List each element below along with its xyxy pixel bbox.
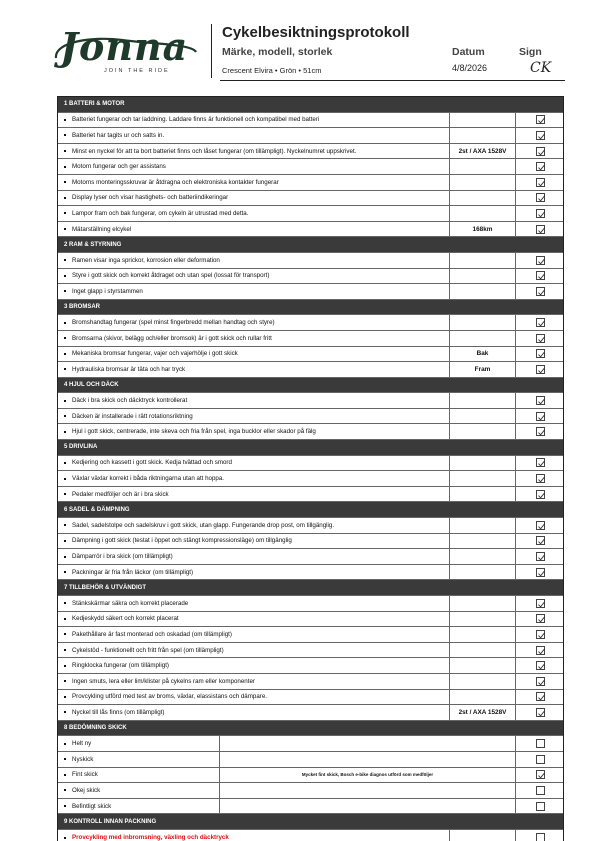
bullet-icon [64,618,66,620]
item-checkbox[interactable] [536,287,545,296]
item-label: Provcykling med inbromsning, växling och däcktryck [72,834,229,841]
item-label: Nyckel till lås finns (om tillämpligt) [72,708,165,716]
checklist-row [58,331,563,347]
header-rule [220,80,565,81]
checklist-row [58,191,563,207]
checkbox-cell [516,627,565,642]
checklist-item-text [58,690,450,705]
item-checkbox[interactable] [536,536,545,545]
item-checkbox[interactable] [536,427,545,436]
checklist-item-text [58,331,450,346]
item-note-field[interactable] [450,549,516,564]
item-checkbox[interactable] [536,770,545,779]
checklist-item-text [58,253,450,268]
document-header [0,0,595,90]
section-header: 3 BROMSAR [58,300,563,316]
model-value: Crescent Elvira • Grön • 51cm [222,66,322,75]
checkbox-cell [516,175,565,190]
item-note-field[interactable] [220,799,516,814]
item-label: Styre i gott skick och korrekt åtdraget och utan spel (lossat för transport) [72,272,270,280]
bullet-icon [64,805,66,807]
item-label: Okej skick [72,786,101,794]
item-note-field[interactable] [450,565,516,580]
bullet-icon [64,556,66,558]
checklist-row [58,362,563,378]
checkbox-cell [516,456,565,471]
item-note-field[interactable] [450,456,516,471]
checkbox-cell [516,113,565,128]
bullet-icon [64,228,66,230]
bullet-icon [64,212,66,214]
item-note-field[interactable] [450,487,516,502]
item-label: Hjul i gott skick, centrerade, inte skeva och fria från spel, inga bucklor eller skador på fälg [72,428,316,436]
checklist-item-text [58,612,450,627]
checklist-row [58,799,563,815]
brand-name: Jonna [60,24,189,69]
item-label: Mätarställning elcykel [72,225,132,233]
checkbox-cell [516,643,565,658]
checkbox-cell [516,159,565,174]
checklist-item-text [58,409,450,424]
checklist-item-text [58,643,450,658]
item-checkbox[interactable] [536,739,545,748]
item-checkbox[interactable] [536,349,545,358]
checklist-item-text [58,752,220,767]
item-checkbox[interactable] [536,490,545,499]
checkbox-cell [516,752,565,767]
bullet-icon [64,743,66,745]
bullet-icon [64,290,66,292]
checklist-row [58,175,563,191]
checkbox-cell [516,362,565,377]
item-note-field[interactable] [450,269,516,284]
checklist-row [58,752,563,768]
bullet-icon [64,462,66,464]
bullet-icon [64,275,66,277]
item-checkbox[interactable] [536,193,545,202]
checklist-item-text [58,705,450,720]
item-checkbox[interactable] [536,412,545,421]
item-label: Provcykling utförd med test av broms, växlar, elassistans och dämpare. [72,693,267,701]
checklist-item-text [58,471,450,486]
item-label: Lampor fram och bak fungerar, om cykeln är utrustad med detta. [72,209,249,217]
item-label: Däcken är installerade i rätt rotationsriktning [72,412,193,420]
checklist-item-text [58,222,450,237]
checkbox-cell [516,191,565,206]
section-header: 7 TILLBEHÖR & UTVÄNDIGT [58,580,563,596]
item-checkbox[interactable] [536,334,545,343]
header-divider [211,24,212,78]
date-value: 4/8/2026 [452,63,488,73]
item-label: Dämpning i gott skick (testat i öppet och stängt kompressionsläge) om tillgänglig [72,537,292,545]
item-note-field[interactable]: 168km [450,222,516,237]
signature: CK [530,60,552,76]
checklist-row [58,783,563,799]
bullet-icon [64,415,66,417]
checklist-item-text [58,393,450,408]
checkbox-cell [516,206,565,221]
checklist-item-text [58,487,450,502]
item-label: Nyskick [72,755,94,763]
bullet-icon [64,181,66,183]
item-checkbox[interactable] [536,708,545,717]
checkbox-cell [516,128,565,143]
checkbox-cell [516,799,565,814]
checklist-item-text [58,830,450,841]
sign-label: Sign [519,46,542,58]
checkbox-cell [516,736,565,751]
checklist-row [58,128,563,144]
item-checkbox[interactable] [536,271,545,280]
bullet-icon [64,431,66,433]
item-label: Display lyser och visar hastighets- och batteriindikeringar [72,194,229,202]
bullet-icon [64,119,66,121]
bullet-icon [64,789,66,791]
item-note-field[interactable] [450,113,516,128]
item-note-field[interactable] [450,159,516,174]
item-note-field[interactable]: Bak [450,347,516,362]
checklist-item-text [58,768,220,783]
item-checkbox[interactable] [536,115,545,124]
bullet-icon [64,540,66,542]
checklist-item-text [58,191,450,206]
item-label: Minst en nyckel för att ta bort batteriet finns och låset fungerar (om tillämpligt). Nyckelnumret uppskrivet. [72,147,357,155]
item-label: Ringklocka fungerar (om tillämpligt) [72,662,169,670]
bullet-icon [64,259,66,261]
checkbox-cell [516,144,565,159]
checklist-row [58,393,563,409]
item-label: Cykelstöd - funktionellt och fritt från spel (om tillämpligt) [72,646,224,654]
checkbox-cell [516,565,565,580]
checklist-row [58,253,563,269]
checkbox-cell [516,424,565,439]
checklist-item-text [58,534,450,549]
item-label: Kedjeskydd säkert och korrekt placerat [72,615,179,623]
item-checkbox[interactable] [536,692,545,701]
section-header: 6 SADEL & DÄMPNING [58,502,563,518]
checklist-row [58,424,563,440]
item-note-field[interactable] [450,690,516,705]
item-note-field[interactable] [450,674,516,689]
checklist-item-text [58,113,450,128]
item-checkbox[interactable] [536,131,545,140]
checklist-item-text [58,456,450,471]
item-label: Växlar växlar korrekt i båda riktningarna utan att hoppa. [72,475,225,483]
item-note-field[interactable] [450,175,516,190]
bullet-icon [64,478,66,480]
checkbox-cell [516,409,565,424]
checklist-row [58,347,563,363]
checklist-item-text [58,674,450,689]
item-note-field[interactable] [450,627,516,642]
checkbox-cell [516,347,565,362]
checkbox-cell [516,253,565,268]
item-note-field[interactable] [450,643,516,658]
item-label: Befintligt skick [72,802,112,810]
item-note-field[interactable] [450,830,516,841]
bullet-icon [64,696,66,698]
item-checkbox[interactable] [536,396,545,405]
checklist-item-text [58,159,450,174]
checklist-item-text [58,175,450,190]
item-label: Packningar är fria från läckor (om tillämpligt) [72,568,194,576]
checklist-row [58,768,563,784]
item-checkbox[interactable] [536,256,545,265]
item-note-field[interactable]: Fram [450,362,516,377]
checklist-item-text [58,783,220,798]
checkbox-cell [516,269,565,284]
bullet-icon [64,322,66,324]
item-note-field[interactable] [450,284,516,299]
bullet-icon [64,571,66,573]
checklist-item-text [58,144,450,159]
page-title: Cykelbesiktningsprotokoll [222,24,410,41]
checkbox-cell [516,222,565,237]
section-header: 1 BATTERI & MOTOR [58,97,563,113]
checklist-row [58,471,563,487]
item-checkbox[interactable] [536,677,545,686]
section-header: 4 HJUL OCH DÄCK [58,378,563,394]
checklist-row [58,113,563,129]
bullet-icon [64,680,66,682]
bullet-icon [64,711,66,713]
checkbox-cell [516,518,565,533]
item-note-field[interactable] [220,736,516,751]
item-note-field[interactable]: 2st / AXA 1528V [450,144,516,159]
checklist-row [58,596,563,612]
item-checkbox[interactable] [536,599,545,608]
checklist-item-text [58,799,220,814]
checklist-row [58,487,563,503]
checkbox-cell [516,549,565,564]
checkbox-cell [516,658,565,673]
checklist-row [58,534,563,550]
item-note-field[interactable] [450,331,516,346]
item-checkbox[interactable] [536,614,545,623]
item-label: Mekaniska bromsar fungerar, vajer och vajerhölje i gott skick [72,350,238,358]
item-label: Däck i bra skick och däcktryck kontrollerat [72,397,188,405]
checklist-item-text [58,269,450,284]
checklist-item-text [58,596,450,611]
item-checkbox[interactable] [536,318,545,327]
checklist-row [58,627,563,643]
item-checkbox[interactable] [536,209,545,218]
checklist-row [58,565,563,581]
item-checkbox[interactable] [536,661,545,670]
bullet-icon [64,524,66,526]
checklist-item-text [58,347,450,362]
checkbox-cell [516,487,565,502]
checkbox-cell [516,471,565,486]
item-note-field[interactable] [450,518,516,533]
item-note-field[interactable] [450,253,516,268]
bullet-icon [64,758,66,760]
item-note-field[interactable] [450,128,516,143]
bullet-icon [64,774,66,776]
section-header: 2 RAM & STYRNING [58,237,563,253]
checklist-row [58,222,563,238]
item-label: Inget glapp i styrstammen [72,287,143,295]
inspection-checklist-table [57,96,564,841]
item-label: Fint skick [72,771,98,779]
item-label: Sadel, sadelstolpe och sadelskruv i gott skick, utan glapp. Fungerande drop post, om tillgänglig. [72,521,335,529]
checkbox-cell [516,783,565,798]
checklist-row [58,144,563,160]
item-label: Motorn fungerar och ger assistans [72,163,166,171]
bullet-icon [64,150,66,152]
section-header: 5 DRIVLINA [58,440,563,456]
brand-logo [52,24,200,80]
checklist-row [58,690,563,706]
checklist-item-text [58,284,450,299]
checkbox-cell [516,331,565,346]
item-checkbox[interactable] [536,458,545,467]
bullet-icon [64,134,66,136]
section-header: 9 KONTROLL INNAN PACKNING [58,814,563,830]
item-note-field[interactable] [450,658,516,673]
checklist-item-text [58,424,450,439]
checklist-row [58,284,563,300]
bullet-icon [64,837,66,839]
checkbox-cell [516,393,565,408]
item-note-field[interactable] [450,534,516,549]
item-checkbox[interactable] [536,646,545,655]
item-checkbox[interactable] [536,755,545,764]
checklist-item-text [58,206,450,221]
checklist-item-text [58,549,450,564]
bullet-icon [64,337,66,339]
bullet-icon [64,353,66,355]
bullet-icon [64,197,66,199]
item-label: Hydrauliska bromsar är täta och har tryck [72,365,186,373]
checklist-row [58,456,563,472]
item-note-field[interactable] [220,783,516,798]
checklist-item-text [58,362,450,377]
item-label: Dämparrör i bra skick (om tillämpligt) [72,553,173,561]
checkbox-cell [516,612,565,627]
item-checkbox[interactable] [536,225,545,234]
bullet-icon [64,166,66,168]
checklist-row [58,705,563,721]
checklist-item-text [58,128,450,143]
checklist-row [58,674,563,690]
item-note-field[interactable]: Mycket fint skick, Bosch e-bike diagnos utförd som medföljer [220,768,516,783]
checkbox-cell [516,674,565,689]
checklist-row [58,159,563,175]
item-label: Bromshandtag fungerar (spel minst fingerbredd mellan handtag och styre) [72,319,275,327]
checklist-row [58,206,563,222]
bullet-icon [64,400,66,402]
item-checkbox[interactable] [536,630,545,639]
checklist-row [58,643,563,659]
item-label: Batteriet har tagits ur och satts in. [72,131,165,139]
item-label: Ramen visar inga sprickor, korrosion eller deformation [72,256,220,264]
checkbox-cell [516,768,565,783]
item-label: Batteriet fungerar och tar laddning. Laddare finns är funktionell och kompatibel med batteri [72,116,320,124]
item-note-field[interactable] [450,191,516,206]
bullet-icon [64,493,66,495]
item-note-field[interactable] [450,409,516,424]
checkbox-cell [516,284,565,299]
checklist-row [58,830,563,841]
item-label: Pedaler medföljer och är i bra skick [72,490,169,498]
item-label: Ingen smuts, lera eller lim/klister på cykelns ram eller komponenter [72,677,255,685]
checklist-row [58,549,563,565]
bullet-icon [64,665,66,667]
item-checkbox[interactable] [536,521,545,530]
item-checkbox[interactable] [536,162,545,171]
item-note-field[interactable] [450,471,516,486]
checkbox-cell [516,830,565,841]
item-label: Pakethållare är fast monterad och oskadad (om tillämpligt) [72,630,232,638]
item-checkbox[interactable] [536,365,545,374]
item-checkbox[interactable] [536,786,545,795]
item-note-field[interactable] [450,612,516,627]
item-label: Kedjering och kassett i gott skick. Kedja tvättad och smord [72,459,232,467]
brand-tagline: JOIN THE RIDE [104,68,170,74]
item-note-field[interactable] [450,596,516,611]
item-checkbox[interactable] [536,178,545,187]
checkbox-cell [516,315,565,330]
item-note-field[interactable] [450,315,516,330]
checklist-item-text [58,658,450,673]
item-label: Stänkskärmar säkra och korrekt placerade [72,599,189,607]
checklist-item-text [58,315,450,330]
checklist-item-text [58,565,450,580]
checkbox-cell [516,690,565,705]
item-label: Bromsarna (skivor, belägg och/eller bromsok) är i gott skick och rullar fritt [72,334,272,342]
checklist-item-text [58,736,220,751]
item-label: Motorns monteringsskruvar är åtdragna och elektroniska kontakter fungerar [72,178,279,186]
item-label: Helt ny [72,740,92,748]
checkbox-cell [516,596,565,611]
checklist-row [58,612,563,628]
item-note-field[interactable] [450,206,516,221]
checklist-row [58,736,563,752]
bullet-icon [64,368,66,370]
checklist-item-text [58,627,450,642]
checklist-row [58,315,563,331]
item-checkbox[interactable] [536,568,545,577]
item-note-field[interactable] [450,424,516,439]
item-checkbox[interactable] [536,552,545,561]
model-label: Märke, modell, storlek [222,46,333,58]
bullet-icon [64,602,66,604]
checklist-item-text [58,518,450,533]
item-checkbox[interactable] [536,147,545,156]
date-label: Datum [452,46,485,58]
checklist-row [58,518,563,534]
item-checkbox[interactable] [536,474,545,483]
bullet-icon [64,649,66,651]
bullet-icon [64,633,66,635]
item-note-field[interactable] [220,752,516,767]
checkbox-cell [516,705,565,720]
checklist-row [58,658,563,674]
item-note-field[interactable]: 2st / AXA 1528V [450,705,516,720]
checklist-row [58,409,563,425]
item-checkbox[interactable] [536,802,545,811]
section-header: 8 BEDÖMNING SKICK [58,721,563,737]
checklist-row [58,269,563,285]
checkbox-cell [516,534,565,549]
item-checkbox[interactable] [536,833,545,841]
item-note-field[interactable] [450,393,516,408]
